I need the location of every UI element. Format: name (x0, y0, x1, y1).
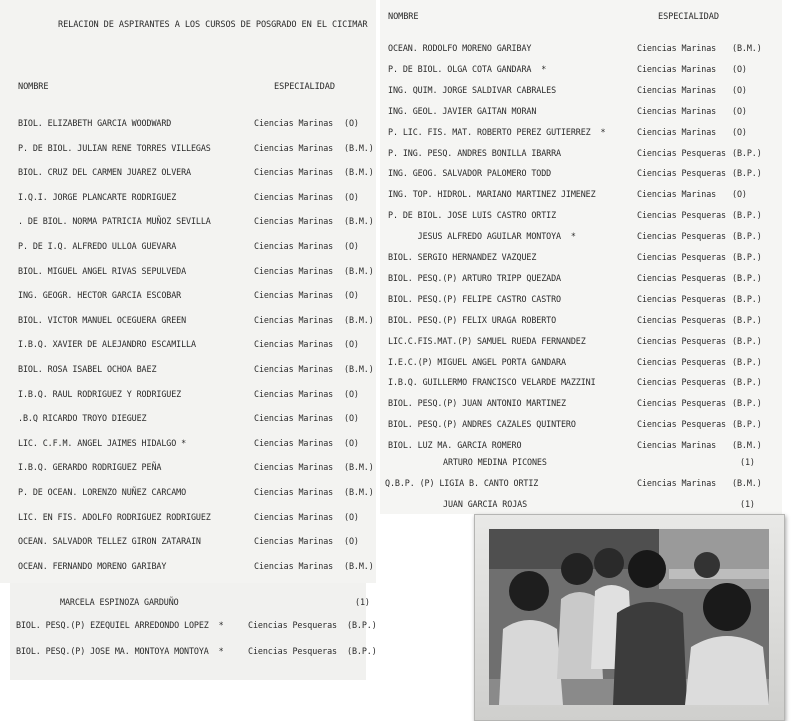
applicant-name: BIOL. PESQ.(P) ANDRES CAZALES QUINTERO (388, 419, 576, 430)
applicant-name: LIC. C.F.M. ANGEL JAIMES HIDALGO * (18, 437, 187, 448)
applicant-name: .B.Q RICARDO TROYO DIEGUEZ (18, 413, 147, 424)
applicant-name: ING. GEOG. SALVADOR PALOMERO TODD (388, 168, 552, 179)
applicant-specialty-code: (O) (732, 105, 747, 116)
applicant-specialty-code: (O) (732, 189, 747, 200)
applicant-specialty-code: (B.P.) (732, 377, 762, 388)
specialty-column-header: ESPECIALIDAD (274, 82, 335, 92)
applicant-name: Q.B.P. (P) LIGIA B. CANTO ORTIZ (385, 478, 539, 488)
applicant-name: OCEAN. RODOLFO MORENO GARIBAY (388, 43, 532, 53)
applicant-name: BIOL. PESQ.(P) ARTURO TRIPP QUEZADA (388, 272, 561, 283)
applicant-specialty-code: (B.M.) (344, 167, 374, 178)
applicant-specialty-code: (1) (740, 457, 755, 467)
applicant-name: P. DE BIOL. OLGA COTA GANDARA * (388, 63, 547, 74)
applicant-name: JUAN GARCIA ROJAS (443, 499, 528, 509)
applicant-code-centered: (1) (355, 597, 370, 607)
applicant-specialty: Ciencias Marinas (254, 560, 334, 571)
applicant-specialty-code: (B.P.) (732, 147, 762, 158)
applicant-specialty: Ciencias Marinas (254, 118, 334, 128)
applicant-specialty-code: (B.P.) (732, 231, 762, 242)
applicant-specialty-code: (B.P.) (732, 398, 762, 409)
applicant-specialty-code: (O) (344, 241, 359, 251)
applicant-specialty: Ciencias Marinas (637, 126, 717, 137)
applicant-specialty: Ciencias Marinas (254, 437, 334, 448)
applicant-specialty: Ciencias Marinas (254, 511, 334, 522)
applicant-specialty-code: (B.P.) (732, 293, 762, 304)
applicant-specialty: Ciencias Marinas (254, 388, 334, 399)
applicant-specialty: Ciencias Pesqueras (637, 356, 726, 367)
applicant-specialty-code: (B.M.) (344, 265, 374, 276)
name-column-header: NOMBRE (388, 12, 419, 22)
document-page-left (0, 0, 376, 583)
applicant-specialty: Ciencias Marinas (254, 191, 334, 202)
applicant-name: BIOL. PESQ.(P) FELIPE CASTRO CASTRO (388, 293, 561, 304)
applicant-specialty-code: (O) (732, 84, 747, 95)
applicant-specialty: Ciencias Marinas (637, 84, 717, 95)
applicant-name: ING. GEOL. JAVIER GAITAN MORAN (388, 105, 537, 116)
applicant-specialty: Ciencias Marinas (637, 478, 717, 488)
applicant-specialty-code: (B.M.) (344, 487, 374, 497)
applicant-specialty-code: (B.P.) (732, 419, 762, 430)
applicant-name: P. DE BIOL. JOSE LUIS CASTRO ORTIZ (388, 210, 557, 221)
applicant-specialty-code: (O) (344, 413, 359, 424)
applicant-specialty-code: (B.M.) (344, 364, 374, 374)
applicant-specialty-code: (O) (344, 437, 359, 448)
applicant-specialty-code: (B.P.) (732, 314, 762, 325)
applicant-name: BIOL. PESQ.(P) JUAN ANTONIO MARTINEZ (388, 398, 566, 409)
applicant-name: P. LIC. FIS. MAT. ROBERTO PEREZ GUTIERREZ * (388, 126, 606, 137)
applicant-specialty-code: (B.M.) (344, 462, 374, 473)
applicant-name: BIOL. PESQ.(P) JOSE MA. MONTOYA MONTOYA * (16, 646, 224, 656)
applicant-name: BIOL. LUZ MA. GARCIA ROMERO (388, 440, 522, 451)
applicant-specialty: Ciencias Pesqueras (637, 335, 726, 346)
applicant-specialty: Ciencias Marinas (254, 142, 334, 153)
applicant-name: I.Q.I. JORGE PLANCARTE RODRIGUEZ (18, 191, 177, 202)
applicant-name: ING. GEOGR. HECTOR GARCIA ESCOBAR (18, 290, 182, 301)
applicant-specialty-code: (B.P.) (732, 210, 762, 221)
applicant-specialty-code: (O) (732, 63, 747, 74)
applicant-name: JESUS ALFREDO AGUILAR MONTOYA * (388, 231, 576, 242)
applicant-specialty: Ciencias Pesqueras (637, 377, 726, 388)
applicant-specialty: Ciencias Marinas (254, 462, 334, 473)
applicant-name: BIOL. SERGIO HERNANDEZ VAZQUEZ (388, 252, 537, 262)
applicant-specialty: Ciencias Pesqueras (637, 147, 726, 158)
applicant-name: LIC.C.FIS.MAT.(P) SAMUEL RUEDA FERNANDEZ (388, 335, 586, 346)
specialty-column-header: ESPECIALIDAD (658, 12, 719, 22)
applicant-name: I.B.Q. GUILLERMO FRANCISCO VELARDE MAZZINI (388, 377, 596, 388)
applicant-specialty: Ciencias Marinas (637, 440, 717, 451)
applicant-name: BIOL. ROSA ISABEL OCHOA BAEZ (18, 364, 157, 374)
document-title: RELACION DE ASPIRANTES A LOS CURSOS DE POSGRADO EN EL CICIMAR (58, 20, 368, 30)
applicant-specialty-code: (B.M.) (732, 43, 762, 53)
applicant-specialty: Ciencias Pesqueras (637, 210, 726, 221)
applicant-specialty-code: (B.M.) (344, 560, 374, 571)
applicant-specialty: Ciencias Pesqueras (637, 419, 726, 430)
document-page-right (380, 0, 782, 514)
applicant-specialty: Ciencias Marinas (637, 43, 717, 53)
applicant-specialty: Ciencias Marinas (254, 314, 334, 325)
applicant-specialty: Ciencias Marinas (254, 339, 334, 350)
applicant-name: LIC. EN FIS. ADOLFO RODRIGUEZ RODRIGUEZ (18, 511, 211, 522)
applicant-specialty-code: (O) (344, 536, 359, 547)
name-column-header: NOMBRE (18, 82, 49, 92)
applicant-specialty: Ciencias Pesqueras (637, 231, 726, 242)
applicant-name: P. DE OCEAN. LORENZO NUÑEZ CARCAMO (18, 487, 187, 497)
applicant-name: I.B.Q. GERARDO RODRIGUEZ PEÑA (18, 462, 162, 473)
applicant-specialty-code: (O) (344, 339, 359, 350)
applicant-specialty-code: (O) (344, 388, 359, 399)
applicant-specialty-code: (B.P.) (732, 335, 762, 346)
applicant-specialty: Ciencias Marinas (254, 216, 334, 227)
applicant-specialty-code: (B.P.) (732, 252, 762, 262)
applicant-specialty: Ciencias Marinas (254, 241, 334, 251)
classroom-photo (474, 514, 785, 721)
applicant-specialty: Ciencias Pesqueras (637, 272, 726, 283)
applicant-specialty: Ciencias Marinas (254, 413, 334, 424)
classroom-photo-image (489, 529, 769, 705)
applicant-specialty: Ciencias Pesqueras (637, 168, 726, 179)
applicant-name: BIOL. VICTOR MANUEL OCEGUERA GREEN (18, 314, 187, 325)
applicant-specialty: Ciencias Marinas (637, 63, 717, 74)
applicant-specialty: Ciencias Pesqueras (248, 646, 337, 656)
applicant-specialty: Ciencias Pesqueras (637, 398, 726, 409)
applicant-name: I.E.C.(P) MIGUEL ANGEL PORTA GANDARA (388, 356, 566, 367)
applicant-specialty: Ciencias Marinas (254, 265, 334, 276)
applicant-specialty-code: (B.M.) (344, 142, 374, 153)
applicant-name: ARTURO MEDINA PICONES (443, 457, 547, 467)
applicant-specialty-code: (O) (732, 126, 747, 137)
applicant-specialty-code: (1) (740, 499, 755, 509)
applicant-specialty: Ciencias Pesqueras (637, 293, 726, 304)
applicant-name: ING. TOP. HIDROL. MARIANO MARTINEZ JIMENEZ (388, 189, 596, 200)
applicant-specialty-code: (O) (344, 290, 359, 301)
applicant-specialty: Ciencias Marinas (637, 105, 717, 116)
applicant-name: P. ING. PESQ. ANDRES BONILLA IBARRA (388, 147, 561, 158)
document-page-left-bottom (10, 583, 377, 680)
applicant-specialty-code: (B.M.) (344, 216, 374, 227)
applicant-name: BIOL. ELIZABETH GARCIA WOODWARD (18, 118, 172, 128)
applicant-specialty: Ciencias Marinas (254, 364, 334, 374)
applicant-name: BIOL. PESQ.(P) EZEQUIEL ARREDONDO LOPEZ * (16, 620, 224, 630)
applicant-name-centered: MARCELA ESPINOZA GARDUÑO (60, 597, 179, 607)
applicant-specialty: Ciencias Marinas (254, 536, 334, 547)
applicant-specialty: Ciencias Pesqueras (248, 620, 337, 630)
applicant-specialty: Ciencias Pesqueras (637, 252, 726, 262)
applicant-name: BIOL. MIGUEL ANGEL RIVAS SEPULVEDA (18, 265, 187, 276)
applicant-name: . DE BIOL. NORMA PATRICIA MUÑOZ SEVILLA (18, 216, 211, 227)
applicant-specialty-code: (B.P.) (347, 646, 377, 656)
applicant-name: P. DE BIOL. JULIAN RENE TORRES VILLEGAS (18, 142, 211, 153)
applicant-specialty-code: (O) (344, 118, 359, 128)
applicant-name: I.B.Q. RAUL RODRIGUEZ Y RODRIGUEZ (18, 388, 182, 399)
applicant-name: BIOL. PESQ.(P) FELIX URAGA ROBERTO (388, 314, 557, 325)
applicant-specialty: Ciencias Pesqueras (637, 314, 726, 325)
applicant-name: OCEAN. FERNANDO MORENO GARIBAY (18, 560, 167, 571)
applicant-specialty-code: (O) (344, 191, 359, 202)
applicant-specialty-code: (B.P.) (732, 356, 762, 367)
applicant-specialty: Ciencias Marinas (254, 290, 334, 301)
applicant-specialty-code: (B.M.) (344, 314, 374, 325)
applicant-name: I.B.Q. XAVIER DE ALEJANDRO ESCAMILLA (18, 339, 196, 350)
applicant-name: P. DE I.Q. ALFREDO ULLOA GUEVARA (18, 241, 177, 251)
applicant-specialty-code: (B.P.) (732, 168, 762, 179)
applicant-specialty: Ciencias Marinas (637, 189, 717, 200)
applicant-name: BIOL. CRUZ DEL CARMEN JUAREZ OLVERA (18, 167, 191, 178)
applicant-specialty: Ciencias Marinas (254, 487, 334, 497)
applicant-name: ING. QUIM. JORGE SALDIVAR CABRALES (388, 84, 557, 95)
applicant-specialty-code: (B.M.) (732, 440, 762, 451)
applicant-specialty: Ciencias Marinas (254, 167, 334, 178)
applicant-specialty-code: (O) (344, 511, 359, 522)
applicant-specialty-code: (B.P.) (347, 620, 377, 630)
applicant-name: OCEAN. SALVADOR TELLEZ GIRON ZATARAIN (18, 536, 201, 547)
applicant-specialty-code: (B.M.) (732, 478, 762, 488)
applicant-specialty-code: (B.P.) (732, 272, 762, 283)
